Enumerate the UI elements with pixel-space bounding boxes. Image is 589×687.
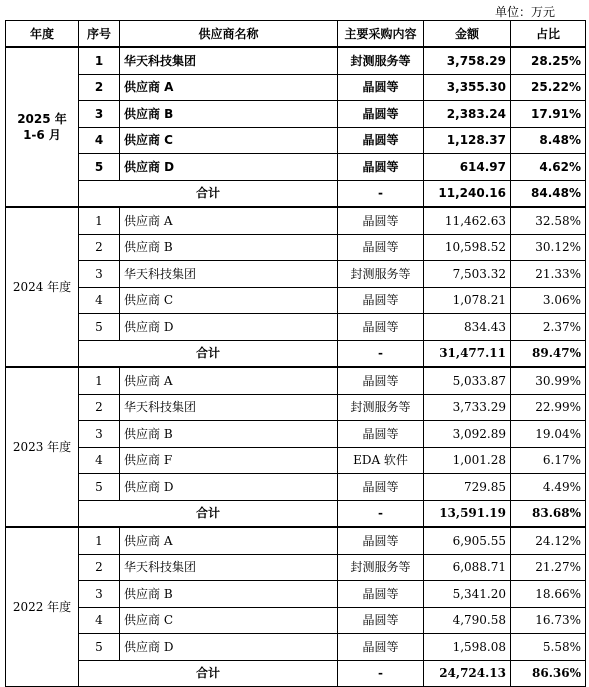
total-ratio: 83.68% (511, 500, 586, 527)
purchase-content: 晶圆等 (338, 127, 424, 154)
purchase-content: 晶圆等 (338, 314, 424, 341)
row-no: 3 (79, 261, 120, 288)
table-row (6, 234, 586, 261)
header-no: 序号 (79, 21, 120, 48)
purchase-content: EDA 软件 (338, 447, 424, 474)
purchase-content: 封测服务等 (338, 261, 424, 288)
year-cell: 2024 年度 (6, 207, 79, 367)
amount: 7,503.32 (424, 261, 511, 288)
table-row (6, 287, 586, 314)
header-supplier: 供应商名称 (120, 21, 338, 48)
supplier-name: 供应商 B (120, 581, 338, 608)
total-ratio: 89.47% (511, 340, 586, 367)
supplier-name: 供应商 F (120, 447, 338, 474)
year-cell: 2022 年度 (6, 527, 79, 687)
amount: 1,001.28 (424, 447, 511, 474)
header-year: 年度 (6, 21, 79, 48)
table-row (6, 207, 586, 234)
purchase-content: 封测服务等 (338, 394, 424, 421)
table-row (6, 127, 586, 154)
row-no: 5 (79, 634, 120, 661)
supplier-name: 供应商 A (120, 527, 338, 554)
row-no: 4 (79, 447, 120, 474)
purchase-content: 晶圆等 (338, 234, 424, 261)
supplier-name: 供应商 A (120, 367, 338, 394)
purchase-content: 晶圆等 (338, 474, 424, 501)
amount: 11,462.63 (424, 207, 511, 234)
purchase-content: 晶圆等 (338, 421, 424, 448)
table-row (6, 607, 586, 634)
row-no: 1 (79, 527, 120, 554)
total-label: 合计 (79, 180, 338, 207)
ratio: 30.99% (511, 367, 586, 394)
ratio: 30.12% (511, 234, 586, 261)
ratio: 19.04% (511, 421, 586, 448)
row-no: 1 (79, 207, 120, 234)
supplier-name: 供应商 D (120, 634, 338, 661)
table-row (6, 554, 586, 581)
purchase-content: 晶圆等 (338, 154, 424, 181)
supplier-name: 华天科技集团 (120, 394, 338, 421)
table-row (6, 421, 586, 448)
total-label: 合计 (79, 500, 338, 527)
ratio: 32.58% (511, 207, 586, 234)
total-amount: 13,591.19 (424, 500, 511, 527)
total-label: 合计 (79, 340, 338, 367)
purchase-content: 晶圆等 (338, 367, 424, 394)
year-cell: 2023 年度 (6, 367, 79, 527)
row-no: 5 (79, 154, 120, 181)
amount: 10,598.52 (424, 234, 511, 261)
supplier-name: 华天科技集团 (120, 261, 338, 288)
amount: 6,905.55 (424, 527, 511, 554)
ratio: 25.22% (511, 74, 586, 101)
ratio: 28.25% (511, 47, 586, 74)
purchase-content: 晶圆等 (338, 101, 424, 128)
amount: 729.85 (424, 474, 511, 501)
supplier-name: 华天科技集团 (120, 47, 338, 74)
ratio: 24.12% (511, 527, 586, 554)
row-no: 1 (79, 47, 120, 74)
total-content: - (338, 660, 424, 687)
header-content: 主要采购内容 (338, 21, 424, 48)
row-no: 5 (79, 474, 120, 501)
table-row (6, 447, 586, 474)
row-no: 1 (79, 367, 120, 394)
ratio: 3.06% (511, 287, 586, 314)
supplier-name: 供应商 D (120, 474, 338, 501)
purchase-content: 晶圆等 (338, 527, 424, 554)
ratio: 17.91% (511, 101, 586, 128)
row-no: 3 (79, 101, 120, 128)
purchase-content: 晶圆等 (338, 581, 424, 608)
row-no: 4 (79, 607, 120, 634)
header-ratio: 占比 (511, 21, 586, 48)
row-no: 2 (79, 234, 120, 261)
ratio: 21.27% (511, 554, 586, 581)
supplier-name: 供应商 A (120, 74, 338, 101)
purchase-content: 晶圆等 (338, 207, 424, 234)
ratio: 2.37% (511, 314, 586, 341)
table-row (6, 474, 586, 501)
amount: 3,733.29 (424, 394, 511, 421)
ratio: 5.58% (511, 634, 586, 661)
purchase-content: 晶圆等 (338, 74, 424, 101)
group-2025-h1 (6, 47, 586, 207)
total-amount: 11,240.16 (424, 180, 511, 207)
ratio: 16.73% (511, 607, 586, 634)
amount: 614.97 (424, 154, 511, 181)
purchase-content: 封测服务等 (338, 554, 424, 581)
supplier-name: 供应商 C (120, 287, 338, 314)
group-2023 (6, 367, 586, 527)
table-row (6, 314, 586, 341)
total-ratio: 84.48% (511, 180, 586, 207)
total-ratio: 86.36% (511, 660, 586, 687)
total-amount: 24,724.13 (424, 660, 511, 687)
supplier-name: 华天科技集团 (120, 554, 338, 581)
amount: 4,790.58 (424, 607, 511, 634)
amount: 1,598.08 (424, 634, 511, 661)
amount: 1,078.21 (424, 287, 511, 314)
ratio: 4.62% (511, 154, 586, 181)
row-no: 2 (79, 554, 120, 581)
row-no: 3 (79, 421, 120, 448)
supplier-name: 供应商 C (120, 607, 338, 634)
ratio: 21.33% (511, 261, 586, 288)
amount: 834.43 (424, 314, 511, 341)
unit-label: 单位：万元 (494, 5, 555, 19)
ratio: 22.99% (511, 394, 586, 421)
amount: 6,088.71 (424, 554, 511, 581)
header-amount: 金额 (424, 21, 511, 48)
supplier-name: 供应商 A (120, 207, 338, 234)
row-no: 5 (79, 314, 120, 341)
table-row (6, 634, 586, 661)
table-row (6, 367, 586, 394)
supplier-name: 供应商 B (120, 421, 338, 448)
purchase-content: 封测服务等 (338, 47, 424, 74)
ratio: 18.66% (511, 581, 586, 608)
table-row (6, 47, 586, 74)
row-no: 4 (79, 287, 120, 314)
total-content: - (338, 500, 424, 527)
supplier-name: 供应商 D (120, 314, 338, 341)
supplier-purchase-table (5, 20, 586, 687)
amount: 1,128.37 (424, 127, 511, 154)
total-row (6, 500, 586, 527)
amount: 3,355.30 (424, 74, 511, 101)
table-row (6, 74, 586, 101)
ratio: 4.49% (511, 474, 586, 501)
table-row (6, 101, 586, 128)
row-no: 2 (79, 394, 120, 421)
table-row (6, 261, 586, 288)
header-row (6, 21, 586, 48)
table-row (6, 581, 586, 608)
supplier-name: 供应商 D (120, 154, 338, 181)
supplier-name: 供应商 B (120, 234, 338, 261)
total-row (6, 660, 586, 687)
total-row (6, 180, 586, 207)
purchase-content: 晶圆等 (338, 634, 424, 661)
amount: 5,341.20 (424, 581, 511, 608)
total-content: - (338, 180, 424, 207)
amount: 2,383.24 (424, 101, 511, 128)
table-row (6, 154, 586, 181)
amount: 3,092.89 (424, 421, 511, 448)
table-row (6, 527, 586, 554)
total-amount: 31,477.11 (424, 340, 511, 367)
amount: 5,033.87 (424, 367, 511, 394)
row-no: 4 (79, 127, 120, 154)
group-2024 (6, 207, 586, 367)
table-row (6, 394, 586, 421)
purchase-content: 晶圆等 (338, 287, 424, 314)
ratio: 6.17% (511, 447, 586, 474)
total-row (6, 340, 586, 367)
supplier-name: 供应商 C (120, 127, 338, 154)
group-2022 (6, 527, 586, 687)
year-cell: 2025 年 1-6 月 (6, 47, 79, 207)
amount: 3,758.29 (424, 47, 511, 74)
supplier-name: 供应商 B (120, 101, 338, 128)
ratio: 8.48% (511, 127, 586, 154)
total-label: 合计 (79, 660, 338, 687)
total-content: - (338, 340, 424, 367)
purchase-content: 晶圆等 (338, 607, 424, 634)
row-no: 3 (79, 581, 120, 608)
row-no: 2 (79, 74, 120, 101)
